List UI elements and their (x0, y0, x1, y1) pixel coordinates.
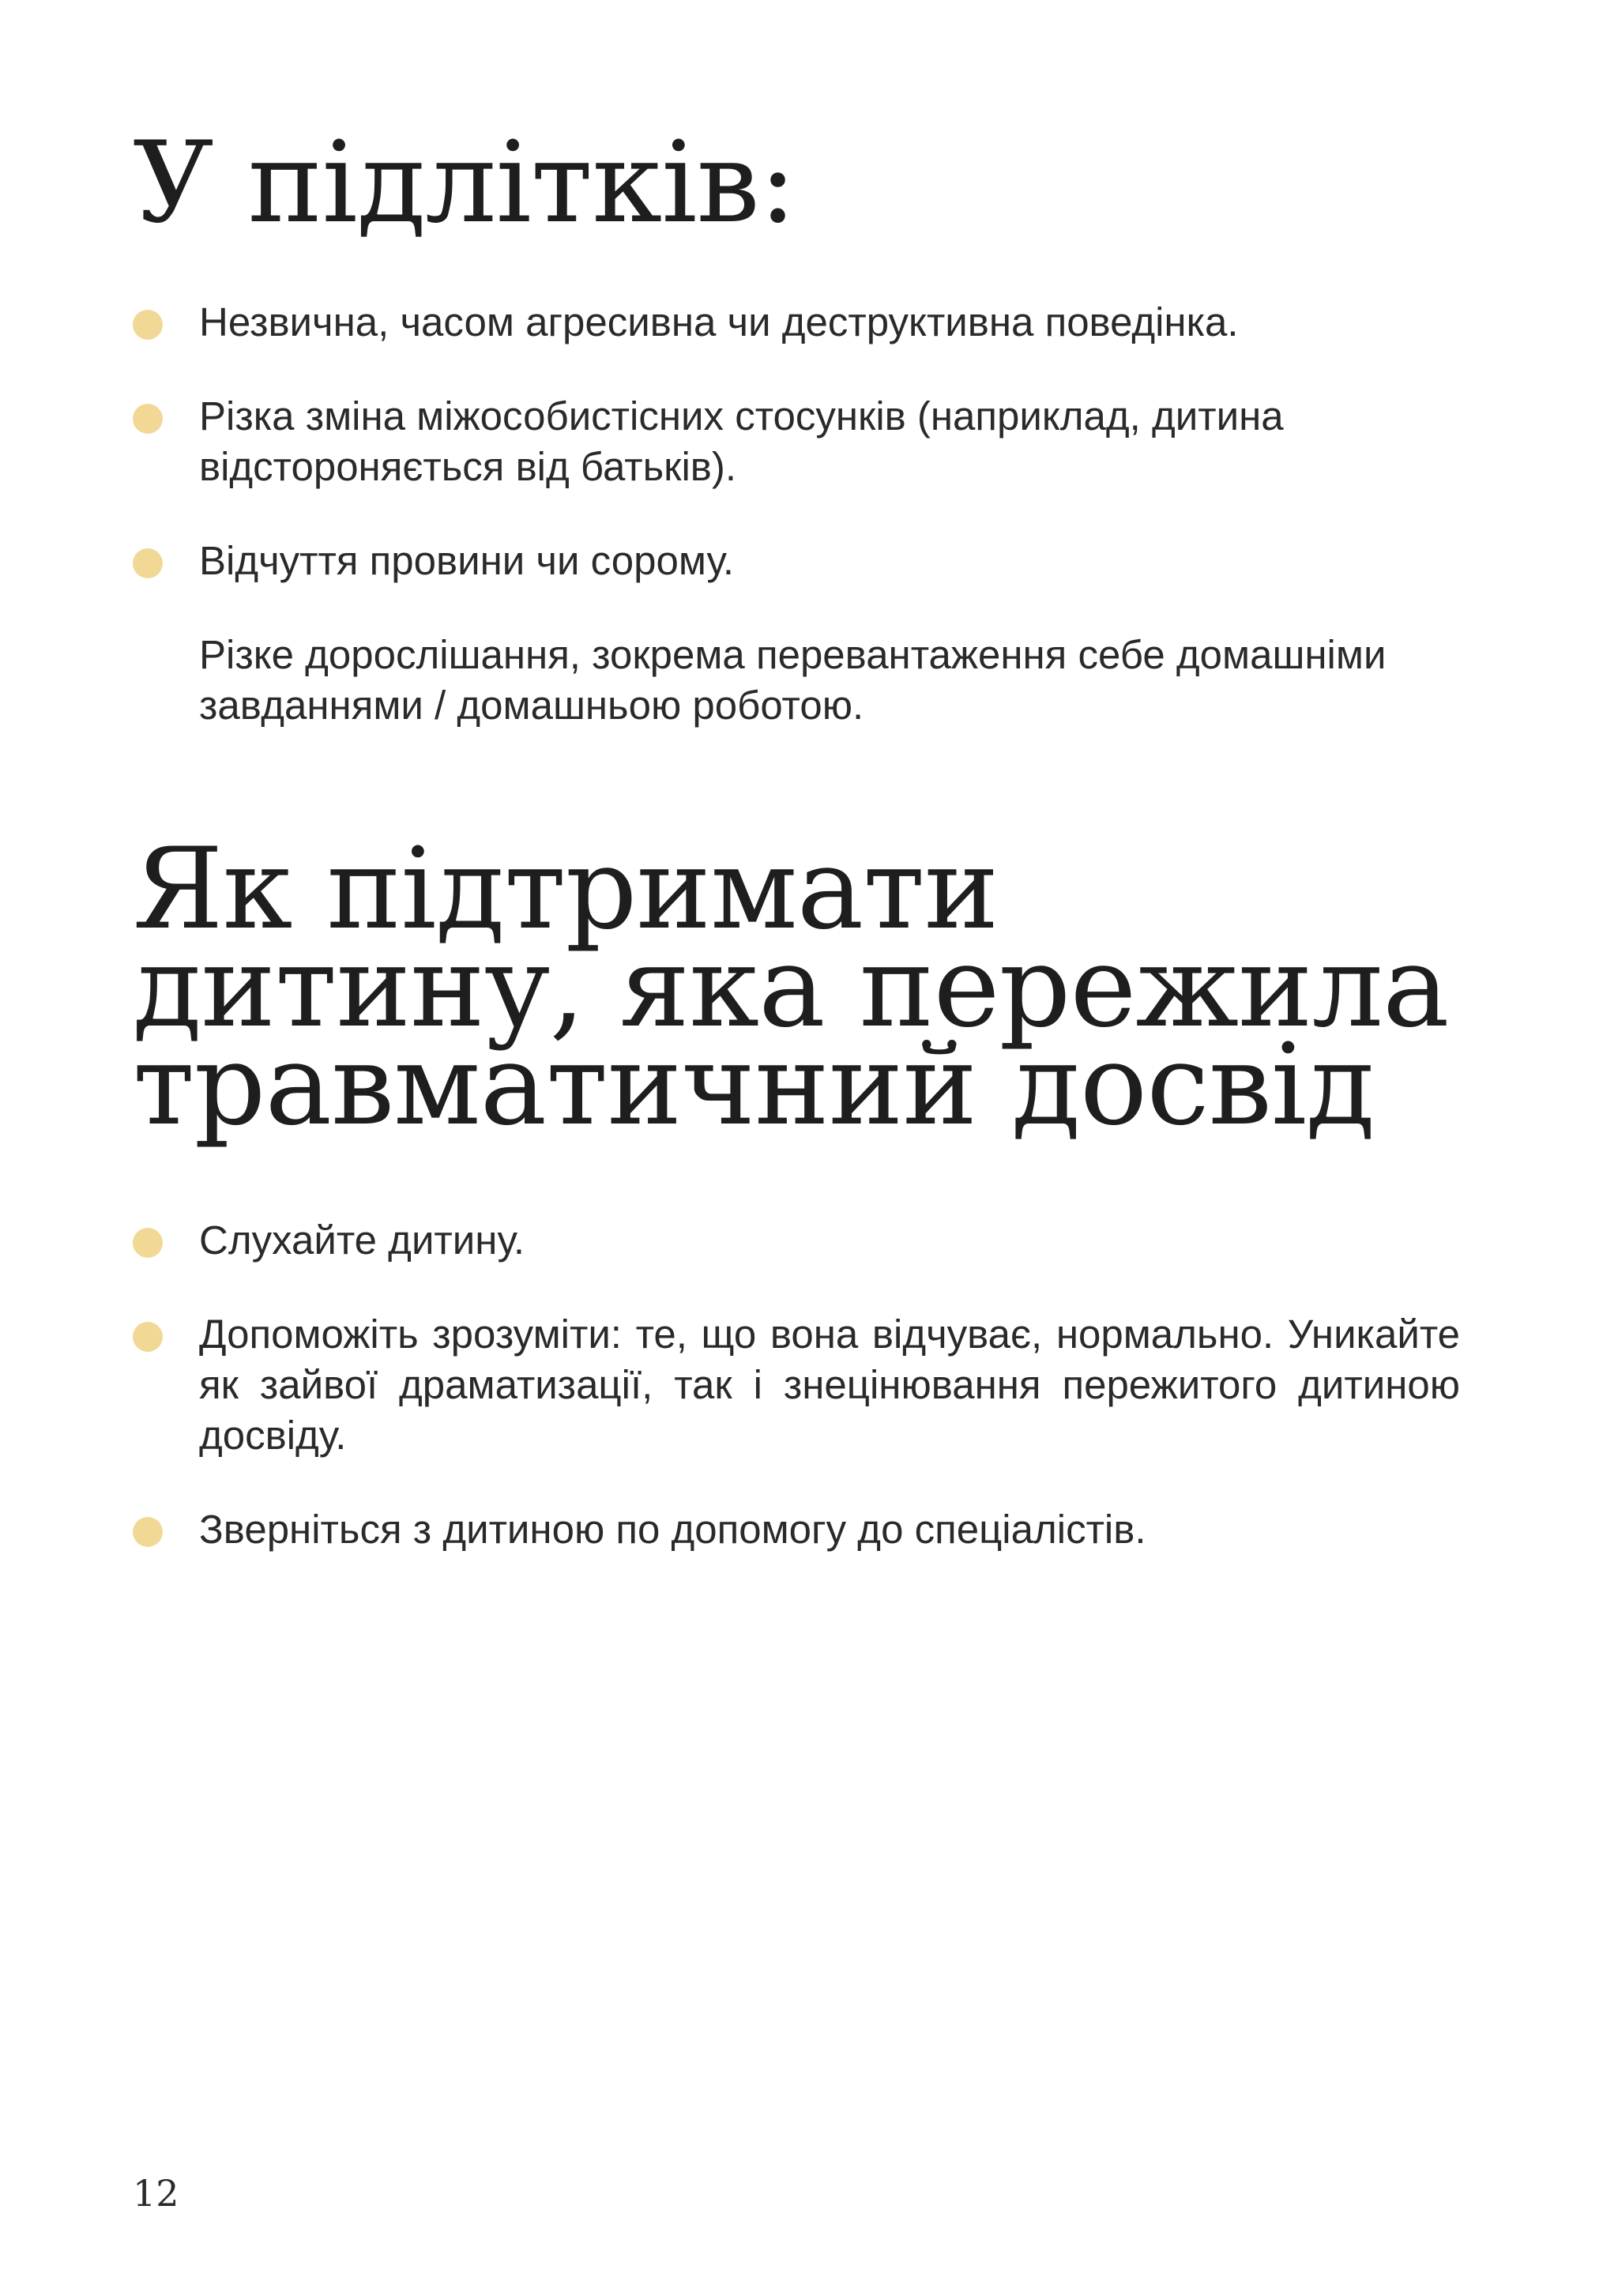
bullet-icon (133, 1322, 163, 1352)
bullet-icon (133, 1228, 163, 1258)
bullet-icon (133, 548, 163, 578)
heading-support (133, 824, 1555, 1150)
list-item (133, 536, 1460, 586)
support-tips-list (133, 1215, 1460, 1555)
bullet-icon (133, 404, 163, 434)
list-item (133, 391, 1460, 492)
heading-support-line: Як підтримати (133, 824, 999, 954)
heading-support-line: травматичний досвід (133, 1020, 1375, 1150)
list-item-continuation (133, 630, 1460, 731)
heading-teens: У підлітків: (133, 118, 796, 248)
list-item (133, 1309, 1460, 1461)
list-item-text: Незвична, часом агресивна чи деструктивна поведінка. (199, 299, 1239, 344)
list-item-text: Зверніться з дитиною по допомогу до спеціалістів. (199, 1507, 1146, 1552)
list-item-text: Слухайте дитину. (199, 1218, 525, 1263)
bullet-icon (133, 1517, 163, 1547)
heading-support-line: дитину, яка пережила (133, 922, 1449, 1052)
list-item-text: Допоможіть зрозуміти: те, що вона відчуває, нормально. Уникайте як зайвої драматизації, так і знецінювання пережитого дитиною досвіду. (199, 1312, 1460, 1458)
list-item-text: Різка зміна міжособистісних стосунків (наприклад, дитина відстороняється від батьків). (199, 393, 1284, 489)
list-item (133, 1215, 1460, 1266)
page-number: 12 (133, 2172, 179, 2215)
list-item (133, 1504, 1460, 1555)
teens-signs-list (133, 297, 1460, 731)
list-item (133, 297, 1460, 348)
list-item-text: Різке дорослішання, зокрема перевантаження себе домашніми завданнями / домашньою роботою. (199, 632, 1387, 728)
bullet-icon (133, 310, 163, 340)
list-item-text: Відчуття провини чи сорому. (199, 538, 735, 583)
